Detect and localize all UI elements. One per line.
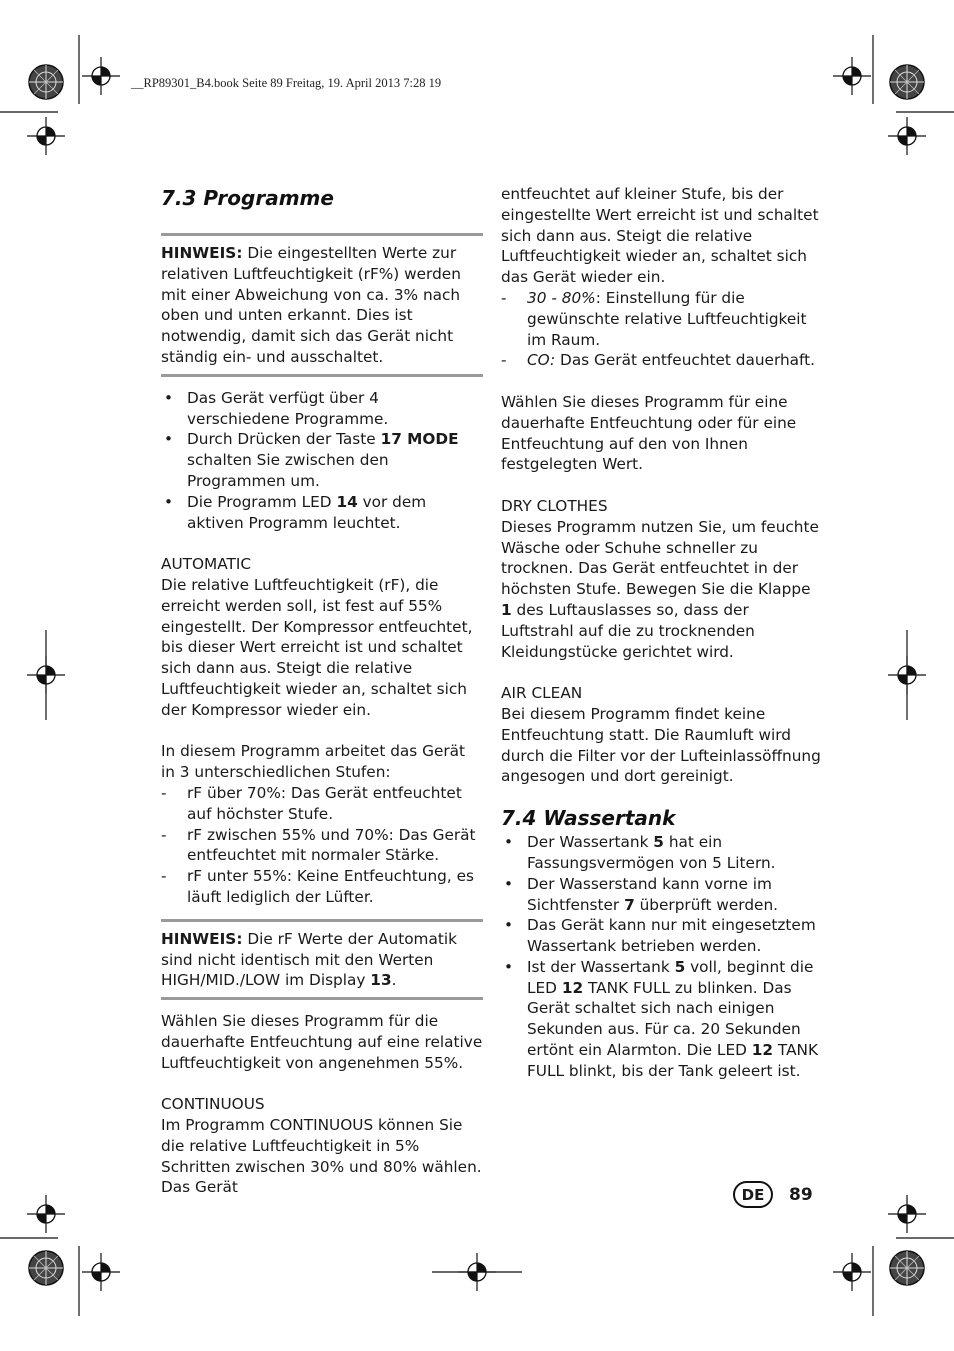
list-item: • Ist der Wassertank 5 voll, beginnt die LED 12 TANK FULL zu blinken. Das Gerät schaltet sich nach einigen Sekunden aus. Für ca. 20 Sekunden ertönt ein Alarmton. Die LED 12 TANK FULL blinkt, bis der Tank geleert ist. bbox=[504, 957, 819, 1080]
list-item: - rF unter 55%: Keine Entfeuchtung, es läuft lediglich der Lüfter. bbox=[161, 867, 474, 906]
continuous-text: Im Programm CONTINUOUS können Sie die relative Luftfeuchtigkeit in 5% Schritten zwischen 30% und 80% wählen. Das Gerät bbox=[161, 1116, 482, 1197]
list-item: • Der Wassertank 5 hat ein Fassungsvermögen von 5 Litern. bbox=[504, 833, 776, 872]
section-heading-programme: 7.3 Programme bbox=[161, 186, 334, 210]
dry-clothes-text: Dieses Programm nutzen Sie, um feuchte Wäsche oder Schuhe schneller zu trocknen. Das Gerät entfeuchtet in der höchsten Stufe. Bewegen Sie die Klappe 1 des Luftauslasses so, dass der Luftstrahl auf die zu trocknenden Kleidungstücke gerichtet wird. bbox=[501, 517, 819, 661]
program-bullets bbox=[161, 388, 483, 534]
list-item: • Der Wasserstand kann vorne im Sichtfenster 7 überprüft werden. bbox=[504, 874, 779, 914]
note-box bbox=[161, 919, 483, 1000]
automatic-text: Die relative Luftfeuchtigkeit (rF), die erreicht werden soll, ist fest auf 55% eingestellt. Der Kompressor entfeuchtet, bis dieser Wert erreicht ist und schaltet sich dann aus. Steigt die relative Luftfeuchtigkeit wieder an, schaltet sich der Kompressor wieder ein. bbox=[161, 575, 473, 719]
note-box bbox=[161, 233, 483, 377]
list-item: • Durch Drücken der Taste 17 MODE schalten Sie zwischen den Programmen um. bbox=[164, 430, 459, 490]
note-body: Die eingestellten Werte zur relativen Luftfeuchtigkeit (rF%) werden mit einer Abweichung von ca. 3% nach oben und unten erkannt. Dies ist notwendig, damit sich das Gerät nicht ständig ein- und ausschaltet. bbox=[161, 244, 461, 366]
note-label: HINWEIS: bbox=[161, 929, 243, 948]
language-badge: DE bbox=[733, 1181, 773, 1208]
list-item: - rF über 70%: Das Gerät entfeuchtet auf höchster Stufe. bbox=[161, 783, 462, 823]
continuous-continuation: entfeuchtet auf kleiner Stufe, bis der eingestellte Wert erreicht ist und schaltet sich dann aus. Steigt die relative Luftfeuchtigkeit wieder an, schaltet sich das Gerät wieder ein. bbox=[501, 185, 819, 287]
print-file-info: __RP89301_B4.book Seite 89 Freitag, 19. April 2013 7:28 19 bbox=[131, 76, 442, 90]
left-column bbox=[161, 184, 483, 1198]
page-number: 89 bbox=[789, 1184, 813, 1205]
list-item: • Das Gerät verfügt über 4 verschiedene Programme. bbox=[164, 388, 389, 428]
tank-bullets bbox=[501, 832, 823, 1082]
list-item: - rF zwischen 55% und 70%: Das Gerät entfeuchtet mit normaler Stärke. bbox=[161, 825, 476, 865]
dry-clothes-title: DRY CLOTHES bbox=[501, 496, 608, 515]
automatic-recommendation: Wählen Sie dieses Programm für die dauerhafte Entfeuchtung auf eine relative Luftfeuchtigkeit von angenehmen 55%. bbox=[161, 1012, 483, 1072]
note-label: HINWEIS: bbox=[161, 244, 243, 262]
stages-list bbox=[161, 783, 483, 908]
right-column bbox=[501, 184, 823, 1082]
air-clean-text: Bei diesem Programm findet keine Entfeuchtung statt. Die Raumluft wird durch die Filter vor der Lufteinlassöffnung angesogen und dort gereinigt. bbox=[501, 704, 821, 786]
automatic-title: AUTOMATIC bbox=[161, 555, 252, 574]
section-heading-wassertank: 7.4 Wassertank bbox=[501, 806, 676, 831]
stages-intro: In diesem Programm arbeitet das Gerät in 3 unterschiedlichen Stufen: bbox=[161, 742, 466, 782]
continuous-options bbox=[501, 288, 823, 371]
list-item: - CO: Das Gerät entfeuchtet dauerhaft. bbox=[501, 351, 816, 370]
air-clean-title: AIR CLEAN bbox=[501, 684, 583, 703]
list-item: • Das Gerät kann nur mit eingesetztem Wassertank betrieben werden. bbox=[504, 916, 816, 956]
page-footer bbox=[733, 1181, 813, 1208]
note-text bbox=[161, 243, 483, 368]
continuous-title: CONTINUOUS bbox=[161, 1095, 265, 1114]
list-item: • Die Programm LED 14 vor dem aktiven Programm leuchtet. bbox=[164, 492, 427, 532]
list-item: - 30 - 80%: Einstellung für die gewünschte relative Luftfeuchtigkeit im Raum. bbox=[501, 288, 807, 349]
continuous-recommendation: Wählen Sie dieses Programm für eine dauerhafte Entfeuchtung oder für eine Entfeuchtung auf den von Ihnen festgelegten Wert. bbox=[501, 392, 797, 474]
note-text: HINWEIS: Die rF Werte der Automatik sind nicht identisch mit den Werten HIGH/MID./LOW im Display 13. bbox=[161, 929, 457, 990]
